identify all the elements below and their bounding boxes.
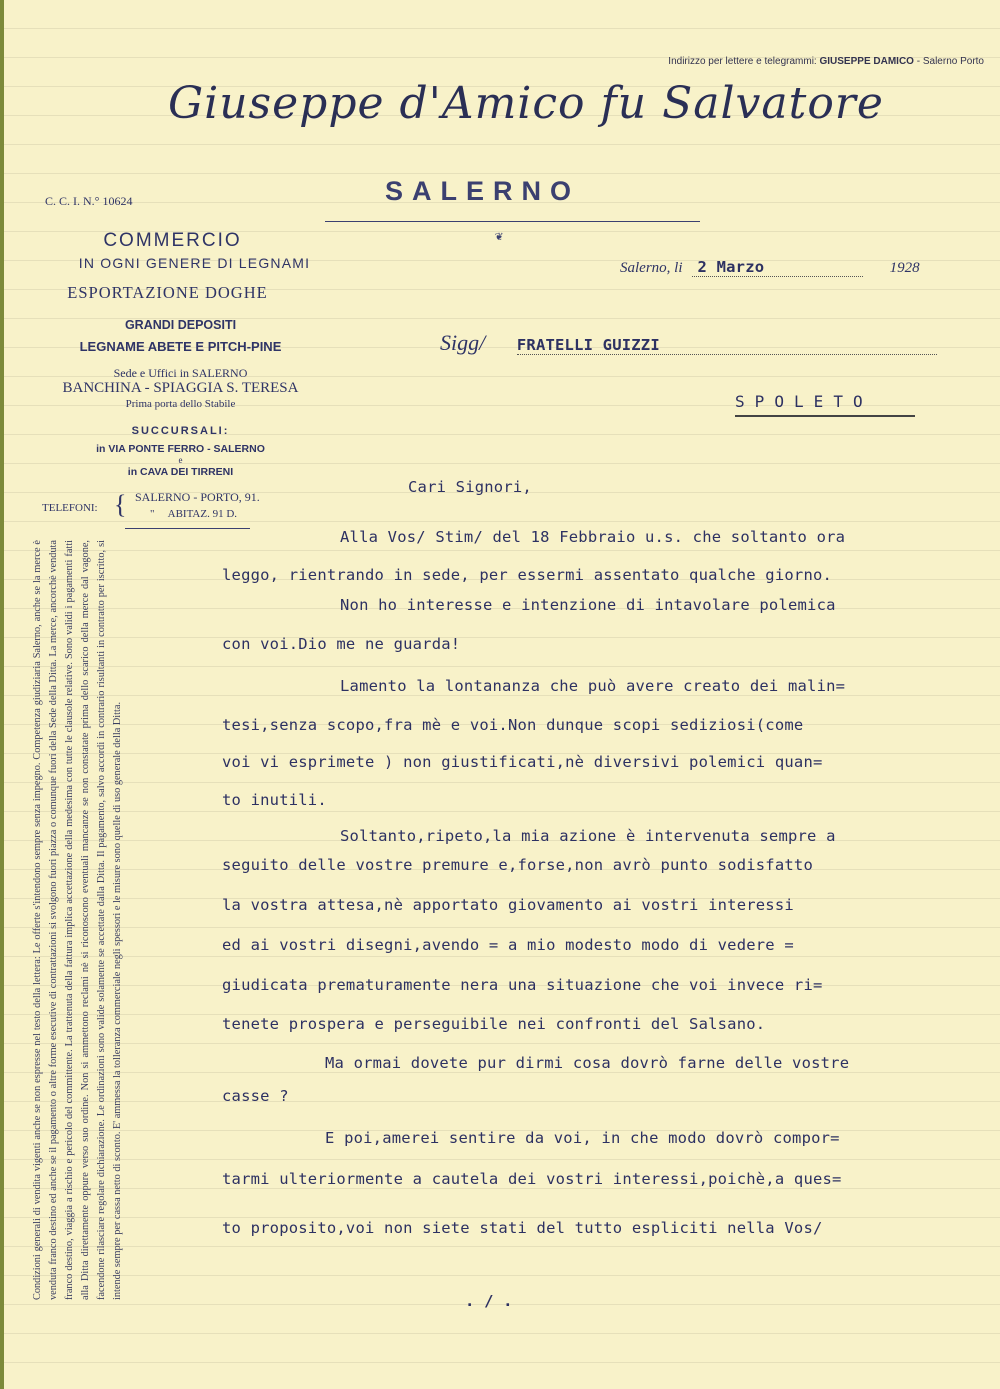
doghe: ESPORTAZIONE DOGHE (67, 283, 268, 302)
recipient-name: FRATELLI GUIZZI (517, 336, 937, 355)
sede: Sede e Uffici in SALERNO (113, 366, 248, 380)
salutation: Cari Signori, (408, 478, 532, 496)
date-place: Salerno, li (620, 260, 683, 276)
letter-line: voi vi esprimete ) non giustificati,nè diversivi polemici quan= (222, 753, 823, 771)
letter-line: ed ai vostri disegni,avendo = a mio modesto modo di vedere = (222, 936, 794, 954)
recipient-city: S P O L E T O (735, 392, 915, 417)
telefono-porto: SALERNO - PORTO, 91. (135, 490, 260, 504)
banchina: BANCHINA - SPIAGGIA S. TERESA (62, 380, 299, 396)
cci-number: C. C. I. N.° 10624 (45, 194, 133, 208)
telefono-abitazione: " ABITAZ. 91 D. (150, 508, 238, 520)
letter-line: giudicata prematuramente nera una situazione che voi invece ri= (222, 976, 823, 994)
date-line (620, 258, 920, 277)
divider (125, 528, 250, 529)
brace: { (114, 490, 127, 519)
divider (325, 221, 700, 222)
continuation-mark: . / . (465, 1292, 513, 1310)
succursale-and: e (178, 455, 183, 465)
letter-line: Alla Vos/ Stim/ del 18 Febbraio u.s. che soltanto ora (340, 528, 846, 546)
address-city: - Salerno Porto (916, 56, 984, 67)
ornament-icon: ❦ (495, 229, 503, 244)
succursali: SUCCURSALI: (131, 425, 230, 437)
porta: Prima porta dello Stabile (125, 398, 236, 410)
conditions-text: Condizioni generali di vendita vigenti anche se non espresse nel testo della lettera: Le offerte s'intendono sempre senza impegno. Competenza giudiziaria Salerno, anche se la merce è venduta franco destino ed anche se il pagamento o altre forme esecutive di contrattazioni si svolgono fuori piazza o comunque fuori della Sede della Ditta. La merce, ancorchè venduta franco destino, viaggia a rischio e pericolo del committente. La trattenuta della fattura implica accettazione della medesima con tutte le clausole relative. Sono validi i pagamenti fatti alla Ditta direttamente oppure verso suo ordine. Non si ammettono reclami nè si riconoscono eventuali mancanze se non constatate prima dello scarico della merce dal vagone, facendone rilasciare regolare dichiarazione. Le ordinazioni sono valide solamente se accettate dalla Ditta. Il pagamento, salvo accordi in contrario risultanti in contratto per iscritto, si intende sempre per cassa netto di sconto. E' ammessa la tolleranza commerciale negli spessori e le misure sono quelle di uso generale della Ditta. (32, 540, 123, 1300)
letterhead-city: SALERNO (385, 176, 581, 206)
letter-line: Ma ormai dovete pur dirmi cosa dovrò farne delle vostre (325, 1054, 850, 1072)
letter-line: la vostra attesa,nè apportato giovamento ai vostri interessi (222, 896, 794, 914)
letter-line: to inutili. (222, 791, 327, 809)
telegram-address (668, 56, 984, 67)
letter-line: tenete prospera e perseguibile nei confronti del Salsano. (222, 1015, 766, 1033)
recipient-prefix: Sigg/ (440, 330, 486, 355)
succursale-2: in CAVA DEI TIRRENI (127, 466, 234, 478)
letter-line: E poi,amerei sentire da voi, in che modo dovrò compor= (325, 1129, 840, 1147)
letter-line: con voi.Dio me ne guarda! (222, 635, 461, 653)
recipient (440, 330, 937, 356)
legname: LEGNAME ABETE E PITCH-PINE (79, 339, 282, 354)
letter-line: to proposito,voi non siete stati del tutto espliciti nella Vos/ (222, 1219, 823, 1237)
letter-line: casse ? (222, 1087, 289, 1105)
commercio: COMMERCIO (103, 230, 242, 251)
address-name: GIUSEPPE DAMICO (819, 56, 914, 67)
succursale-1: in VIA PONTE FERRO - SALERNO (96, 443, 265, 455)
letter-line: leggo, rientrando in sede, per essermi assentato qualche giorno. (222, 566, 833, 584)
depositi: GRANDI DEPOSITI (124, 318, 237, 332)
letter-line: seguito delle vostre premure e,forse,non avrò punto sodisfatto (222, 856, 813, 874)
legnami: IN OGNI GENERE DI LEGNAMI (78, 255, 311, 271)
date-day-month: 2 Marzo (692, 258, 863, 277)
telefoni-label: TELEFONI: (42, 502, 98, 514)
page-edge (0, 0, 4, 1389)
letter-line: Non ho interesse e intenzione di intavolare polemica (340, 596, 836, 614)
address-label: Indirizzo per lettere e telegrammi: (668, 56, 817, 67)
letter-line: Soltanto,ripeto,la mia azione è intervenuta sempre a (340, 827, 836, 845)
letter-line: tesi,senza scopo,fra mè e voi.Non dunque scopi sediziosi(come (222, 716, 804, 734)
letter-line: Lamento la lontananza che può avere creato dei malin= (340, 677, 846, 695)
firm-name: Giuseppe d'Amico fu Salvatore (168, 78, 884, 129)
date-year: 1928 (889, 260, 920, 276)
letter-line: tarmi ulteriormente a cautela dei vostri interessi,poichè,a ques= (222, 1170, 842, 1188)
sales-conditions (30, 540, 130, 1300)
